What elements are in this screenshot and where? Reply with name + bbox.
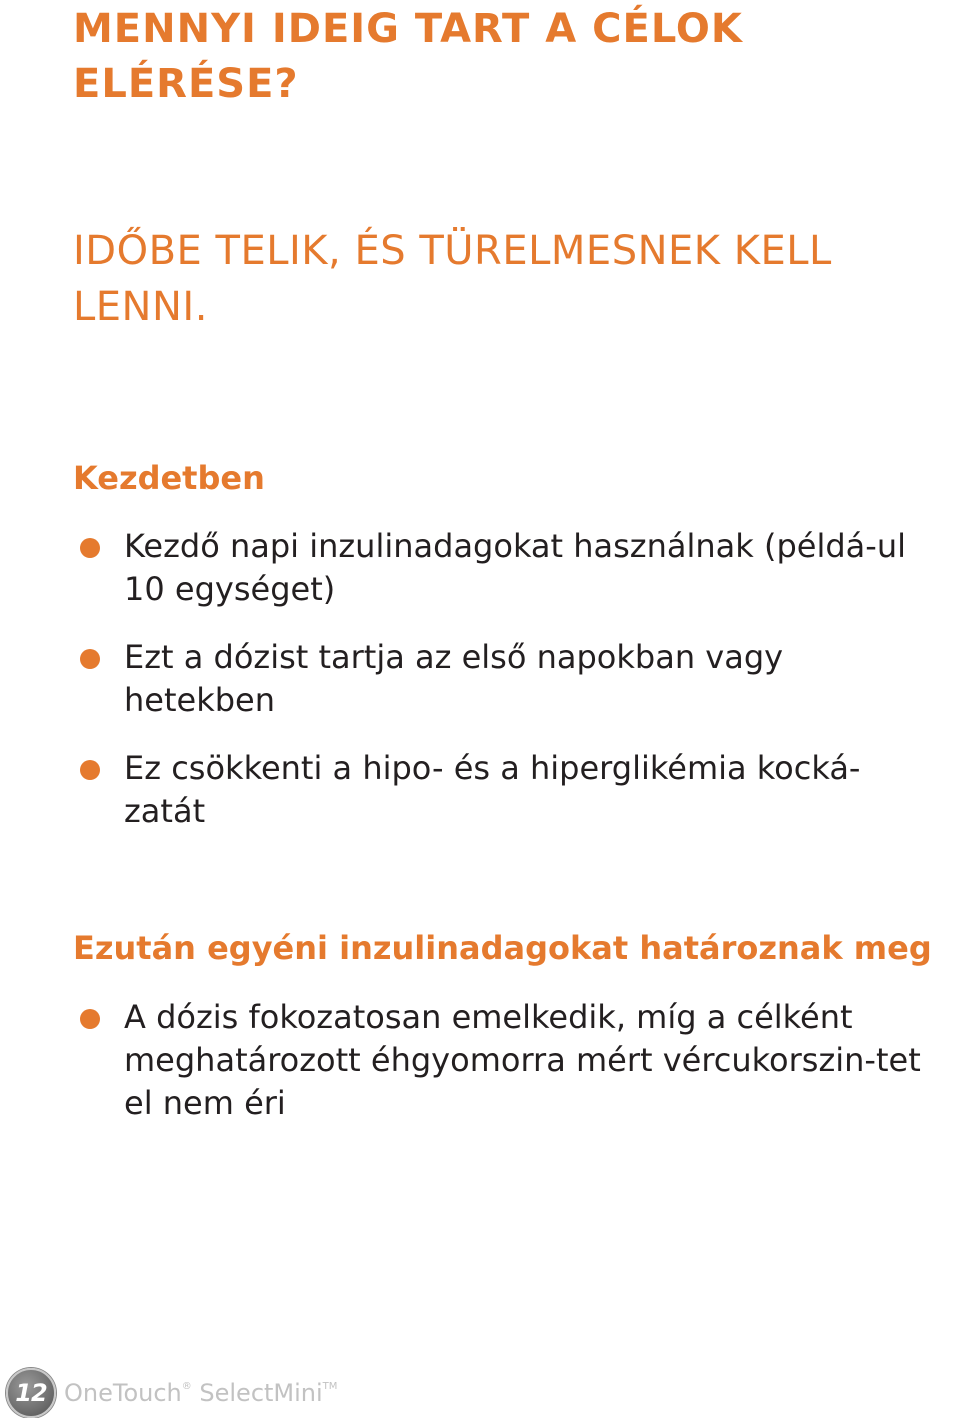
bullet-dot-icon	[80, 1009, 100, 1029]
brand-name	[64, 1379, 337, 1407]
list-item	[80, 747, 940, 833]
page-number: 12	[15, 1379, 47, 1407]
list-item	[80, 636, 940, 722]
list-item-text: Ezt a dózist tartja az első napokban vagy hetekben	[124, 638, 784, 719]
bullet-list-initially	[80, 525, 940, 858]
page-footer	[6, 1368, 337, 1418]
list-item	[80, 525, 940, 611]
page-subtitle: IDŐBE TELIK, ÉS TÜRELMESNEK KELL LENNI.	[73, 228, 832, 330]
page-number-badge	[6, 1368, 56, 1418]
registered-mark: ®	[181, 1381, 192, 1392]
list-item-text: A dózis fokozatosan emelkedik, míg a célként meghatározott éhgyomorra mért vércukorszin-tet el nem éri	[124, 998, 921, 1122]
list-item	[80, 996, 940, 1125]
bullet-list-then	[80, 996, 940, 1150]
page-title: MENNYI IDEIG TART A CÉLOK ELÉRÉSE?	[73, 6, 743, 107]
bullet-dot-icon	[80, 649, 100, 669]
brand-part-two: SelectMini	[191, 1379, 323, 1407]
bullet-dot-icon	[80, 538, 100, 558]
bullet-dot-icon	[80, 760, 100, 780]
list-item-text: Ez csökkenti a hipo- és a hiperglikémia kocká-zatát	[124, 749, 861, 830]
section-heading-then: Ezután egyéni inzulinadagokat határoznak meg	[73, 929, 932, 967]
section-heading-initially: Kezdetben	[73, 459, 265, 497]
trademark-mark: TM	[322, 1381, 338, 1392]
brand-part-one: OneTouch	[64, 1379, 182, 1407]
list-item-text: Kezdő napi inzulinadagokat használnak (példá-ul 10 egységet)	[124, 527, 906, 608]
